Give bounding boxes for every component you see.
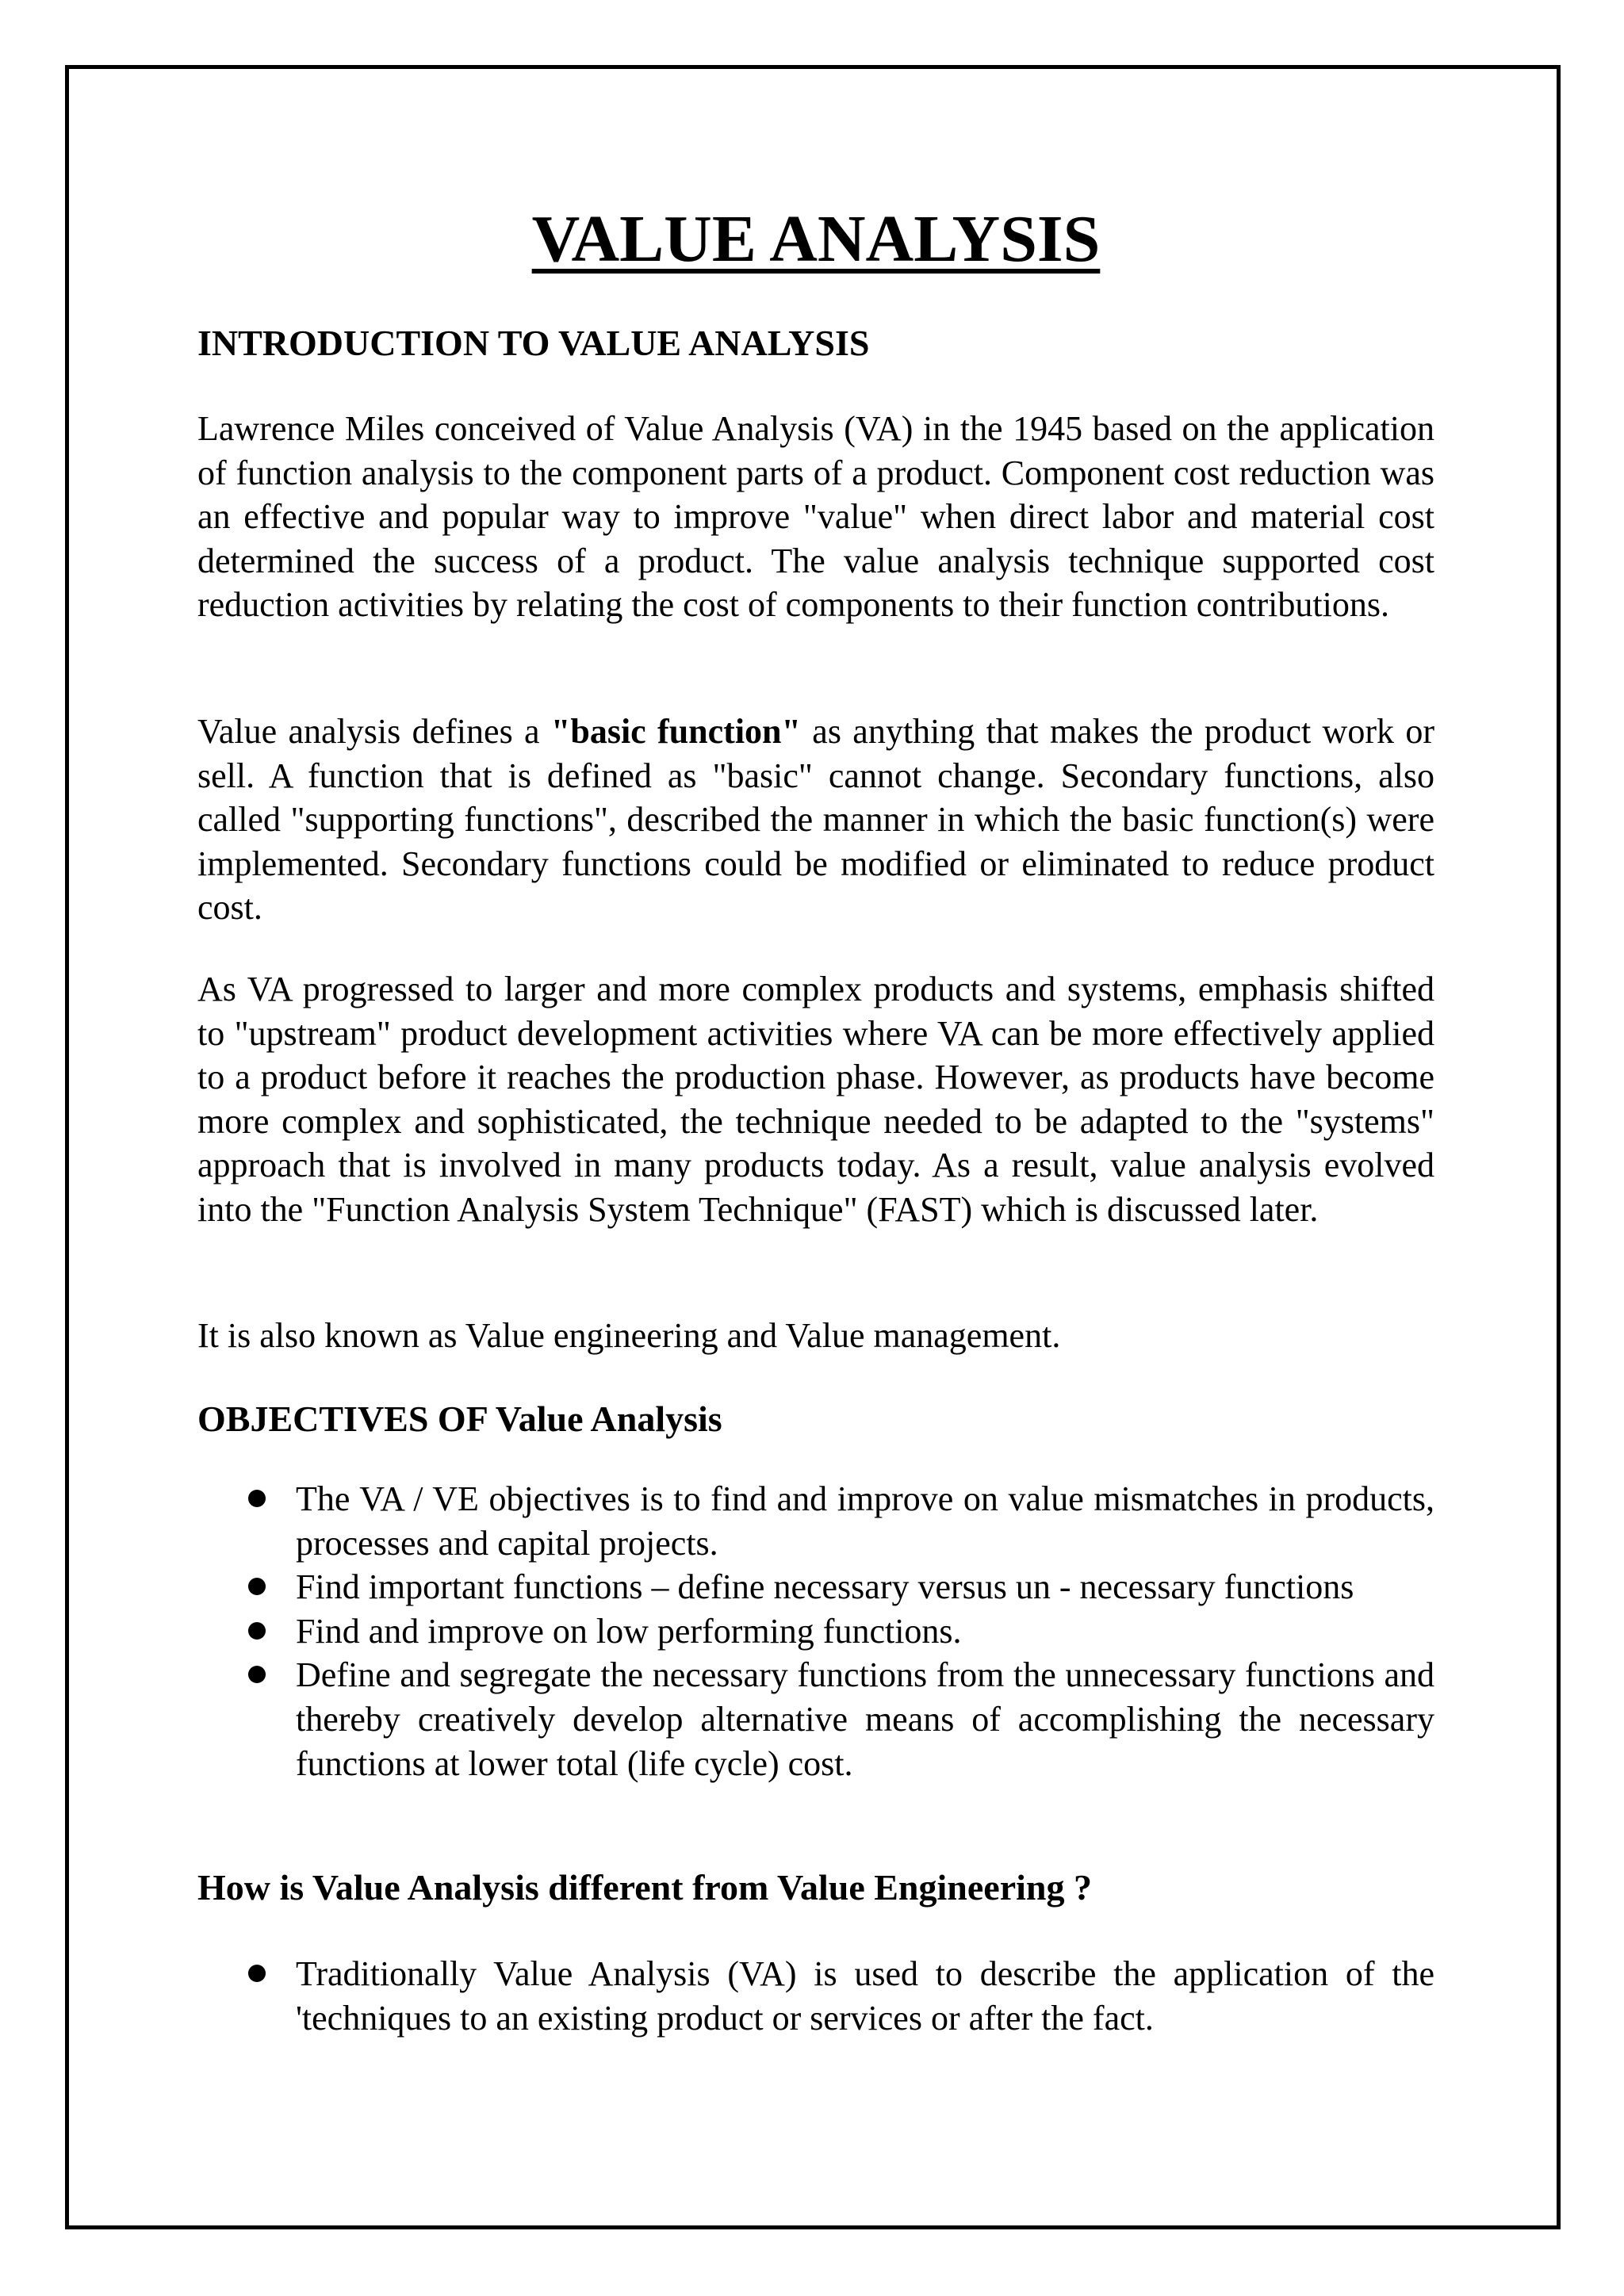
intro-paragraph: Lawrence Miles conceived of Value Analysis (VA) in the 1945 based on the application of function analysis to the component parts of a product. Component cost reduction was an effective and popular way to improve "value" when direct labor and material cost determined the success of a product. The value analysis technique supported cost reduction activities by relating the cost of components to their function contributions. [197,409,1434,625]
list-item: Traditionally Value Analysis (VA) is used to describe the application of the 'techniques to an existing product or services or after the fact. [197,1952,1434,2040]
list-item: Find important functions – define necessary versus un - necessary functions [197,1565,1434,1609]
bullet-icon [248,1490,266,1507]
objectives-heading: OBJECTIVES OF Value Analysis [197,1399,722,1439]
va-progress-paragraph: As VA progressed to larger and more complex products and systems, emphasis shifted to "upstream" product development activities where VA can be more effectively applied to a product before it reaches the production phase. However, as products have become more complex and sophisticated, the technique needed to be adapted to the "systems" approach that is involved in many products today. As a result, value analysis evolved into the "Function Analysis System Technique" (FAST) which is discussed later. [197,970,1434,1229]
difference-list [197,1952,1434,2040]
list-item: The VA / VE objectives is to find and improve on value mismatches in products, processes and capital projects. [197,1477,1434,1565]
bullet-icon [248,1622,266,1640]
bullet-icon [248,1578,266,1595]
bullet-icon [248,1666,266,1683]
basic-function-paragraph: Value analysis defines a "basic function" as anything that makes the product work or sell. A function that is defined as "basic" cannot change. Secondary functions, also called "supporting functions", described the manner in which the basic function(s) were implemented. Secondary functions could be modified or eliminated to reduce product cost. [197,712,1434,928]
bullet-icon [248,1965,266,1982]
objectives-list [197,1477,1434,1785]
list-item: Define and segregate the necessary functions from the unnecessary functions and thereby creatively develop alternative means of accomplishing the necessary functions at lower total (life cycle) cost. [197,1653,1434,1785]
document-title: VALUE ANALYSIS [531,202,1101,276]
also-known-paragraph: It is also known as Value engineering and Value management. [197,1316,1061,1355]
intro-heading: INTRODUCTION TO VALUE ANALYSIS [197,323,870,363]
list-item: Find and improve on low performing functions. [197,1609,1434,1654]
basic-function-term: "basic function" [550,712,801,751]
difference-heading: How is Value Analysis different from Value Engineering ? [197,1867,1092,1908]
